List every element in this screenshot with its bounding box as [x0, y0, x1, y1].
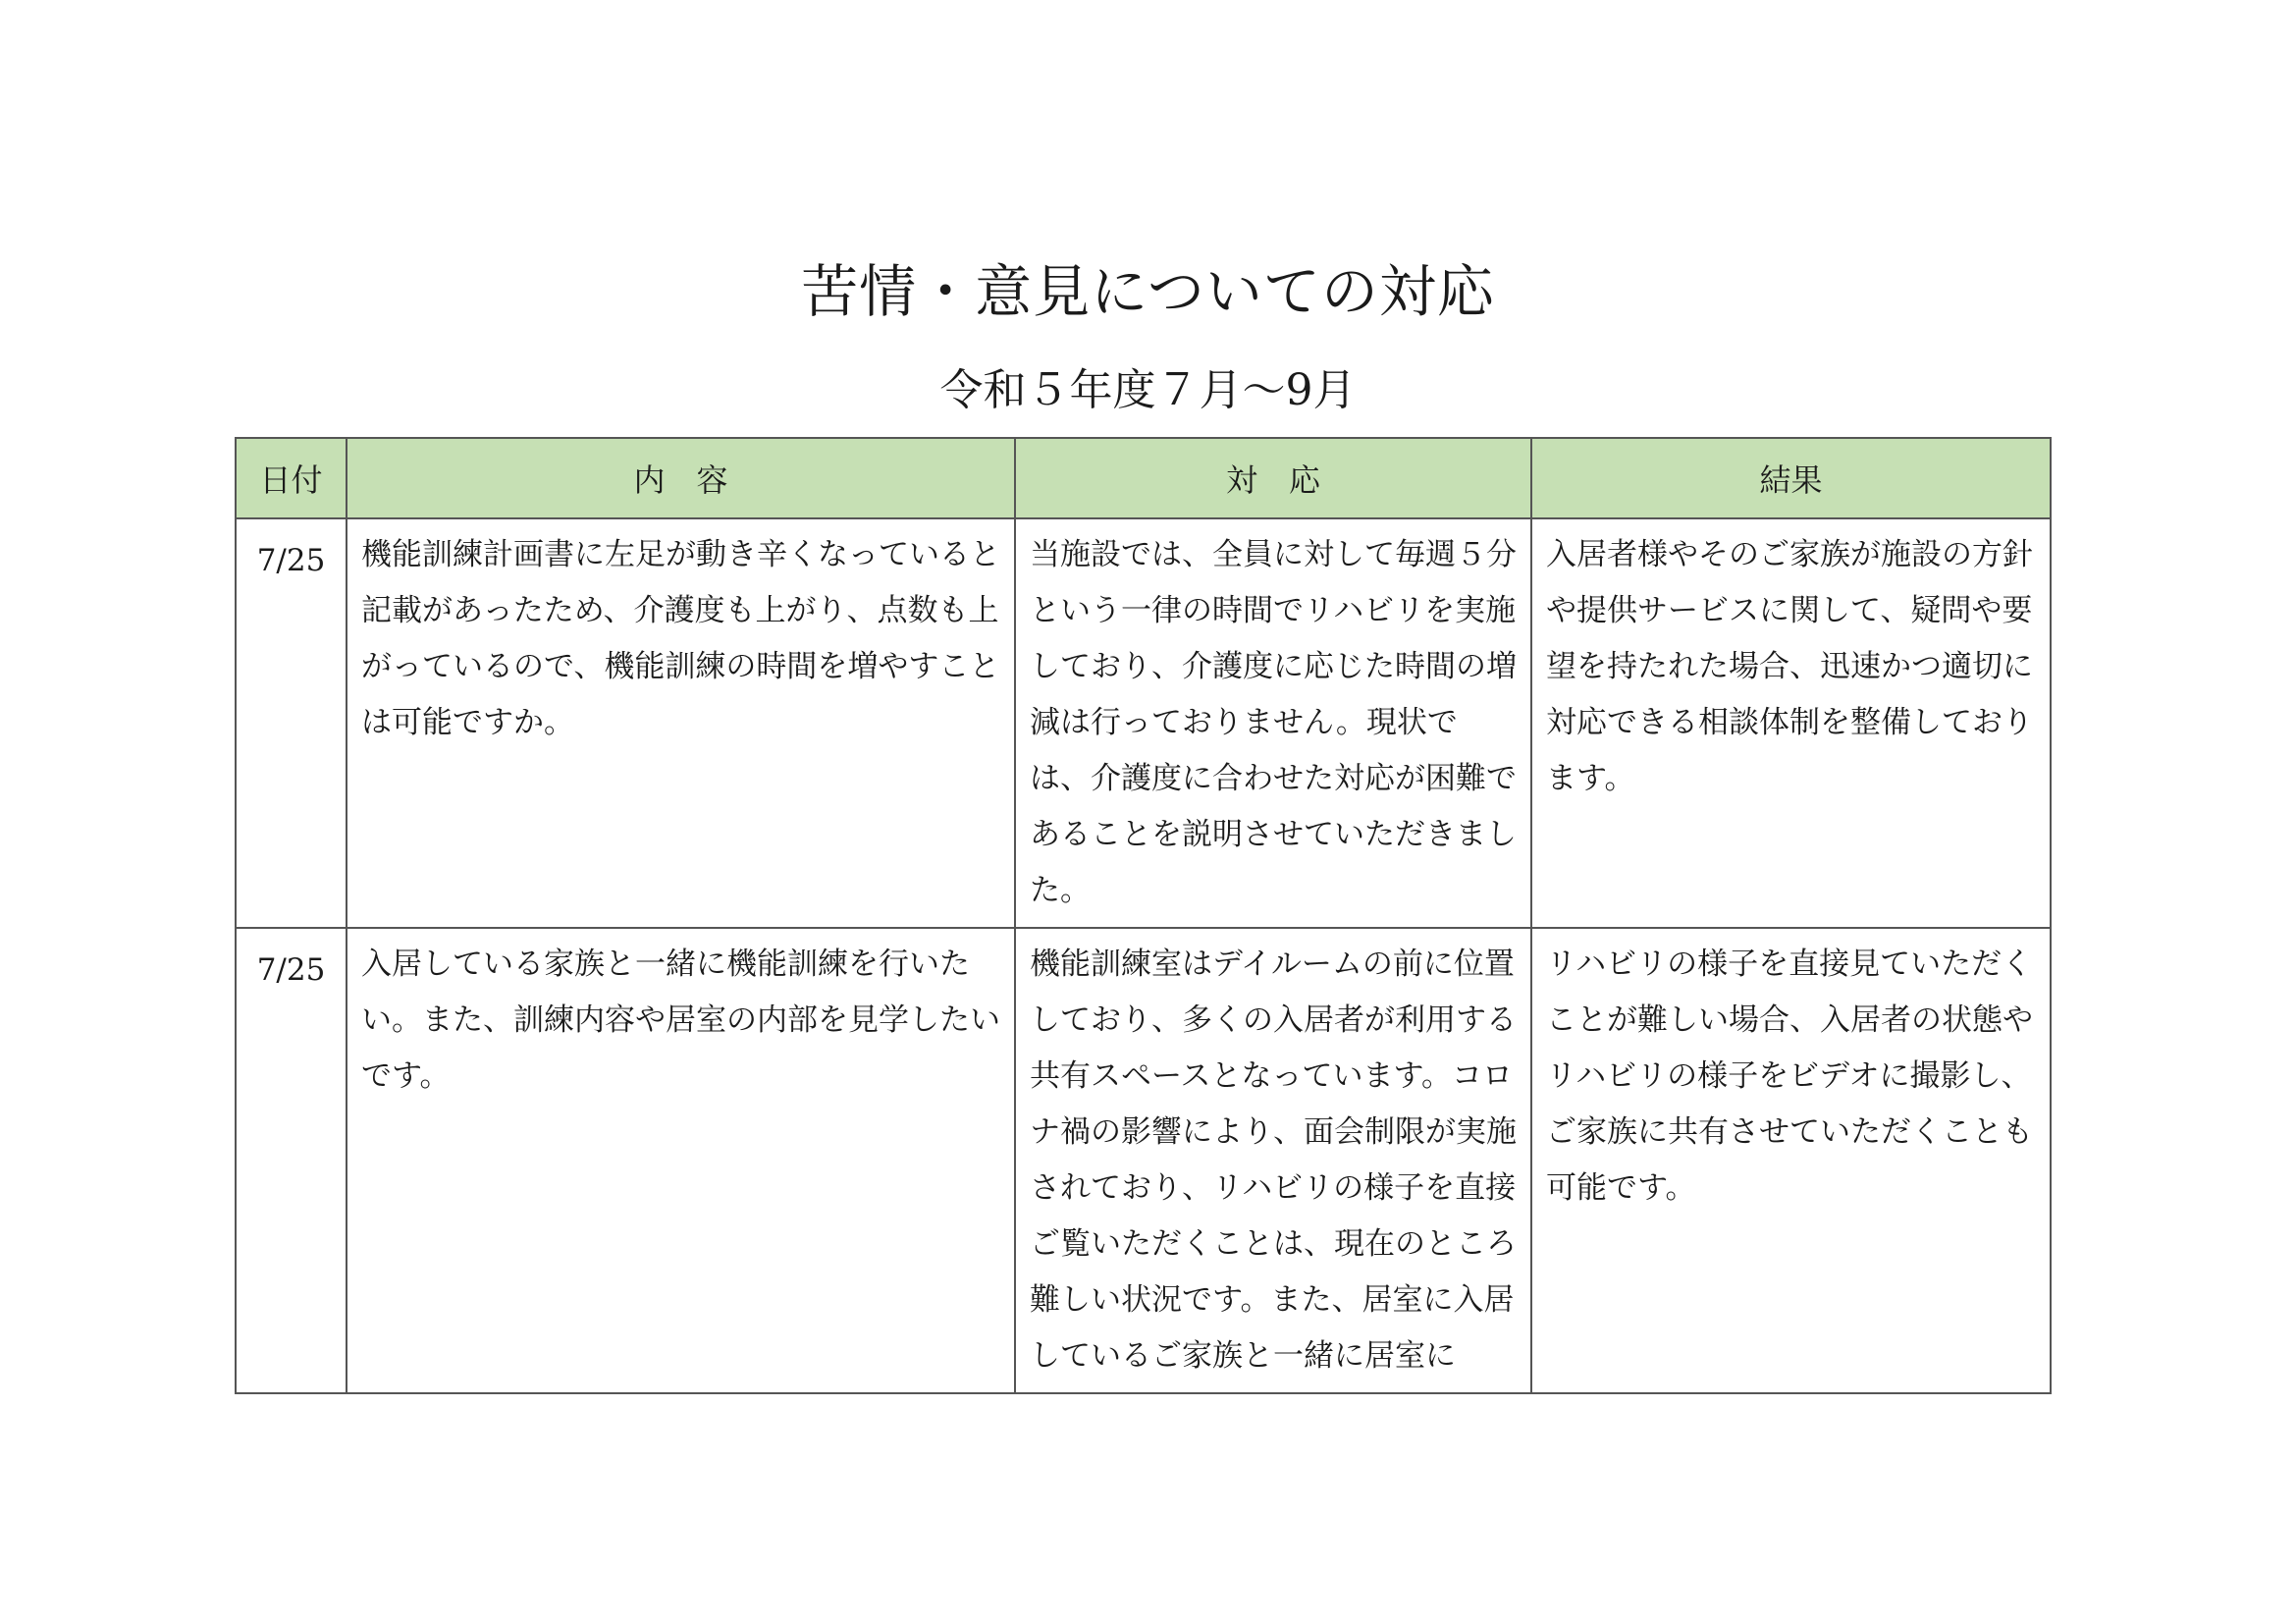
- cell-content: 機能訓練計画書に左足が動き辛くなっていると記載があったため、介護度も上がり、点数も上がっているので、機能訓練の時間を増やすことは可能ですか。: [347, 518, 1015, 928]
- cell-date: 7/25: [236, 928, 347, 1393]
- cell-content: 入居している家族と一緒に機能訓練を行いたい。また、訓練内容や居室の内部を見学したいです。: [347, 928, 1015, 1393]
- table-row: [236, 928, 2051, 1393]
- header-date: 日付: [236, 438, 347, 518]
- cell-date: 7/25: [236, 518, 347, 928]
- header-content: 内 容: [347, 438, 1015, 518]
- page-subtitle: 令和５年度７月～9月: [939, 365, 1357, 415]
- cell-response: 当施設では、全員に対して毎週５分という一律の時間でリハビリを実施しており、介護度に応じた時間の増減は行っておりません。現状では、介護度に合わせた対応が困難であることを説明させていただきました。: [1015, 518, 1531, 928]
- table-header-row: [236, 438, 2051, 518]
- table-row: [236, 518, 2051, 928]
- cell-result: 入居者様やそのご家族が施設の方針や提供サービスに関して、疑問や要望を持たれた場合、迅速かつ適切に対応できる相談体制を整備しております。: [1531, 518, 2051, 928]
- cell-result: リハビリの様子を直接見ていただくことが難しい場合、入居者の状態やリハビリの様子をビデオに撮影し、ご家族に共有させていただくことも可能です。: [1531, 928, 2051, 1393]
- cell-response: 機能訓練室はデイルームの前に位置しており、多くの入居者が利用する共有スペースとなっています。コロナ禍の影響により、面会制限が実施されており、リハビリの様子を直接ご覧いただくことは、現在のところ難しい状況です。また、居室に入居しているご家族と一緒に居室に: [1015, 928, 1531, 1393]
- header-response: 対 応: [1015, 438, 1531, 518]
- header-result: 結果: [1531, 438, 2051, 518]
- page-title: 苦情・意見についての対応: [801, 258, 1495, 325]
- complaints-table: [235, 437, 2052, 1394]
